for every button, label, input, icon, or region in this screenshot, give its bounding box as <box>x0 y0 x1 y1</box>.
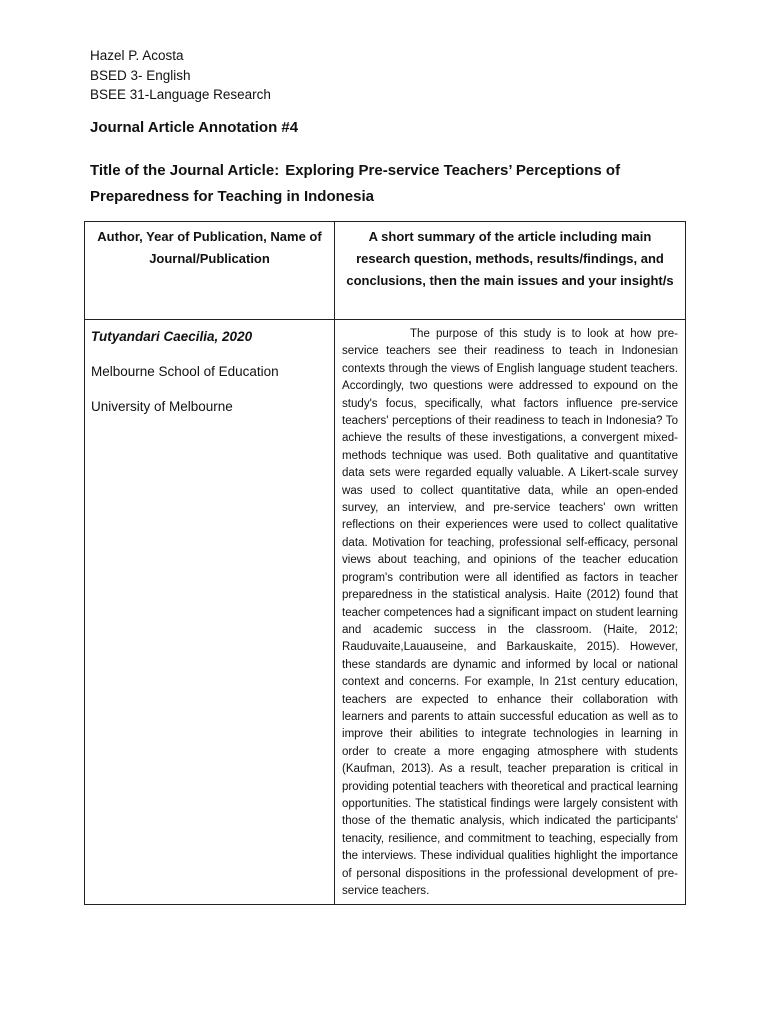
author-cell <box>85 320 335 905</box>
table-row <box>85 320 686 905</box>
annotation-heading: Journal Article Annotation #4 <box>90 119 299 136</box>
university-name: University of Melbourne <box>91 399 233 414</box>
header-summary-column: A short summary of the article including main research question, methods, results/findings, and conclusions, then the main issues and your insight/s <box>335 222 686 320</box>
summary-text: The purpose of this study is to look at how pre-service teachers see their readiness to teach in Indonesian contexts through the views of English language student teachers. Accordingly, two questions were addressed to expound on the study's focus, specifically, what factors influence pre-service teachers' perceptions of their readiness to teach in Indonesia? To achieve the results of these investigations, a convergent mixed-methods technique was used. Both qualitative and quantitative data sets were regarded equally valuable. A Likert-scale survey was used to collect quantitative data, while an open-ended survey, an interview, and pre-service teachers' own written reflections on their experiences were used to collect qualitative data. Motivation for teaching, professional self-efficacy, personal views about teaching, and opinions of the teacher education program's contribution were all identified as factors in teacher preparedness in the statistical analysis. Haite (2012) found that teacher competences had a significant impact on student learning and academic success in the classroom. (Haite, 2012; Rauduvaite,Lauauseine, and Barkauskaite, 2015). However, these standards are dynamic and informed by local or national context and concerns. For example, In 21st century education, teachers are expected to enhance their collaboration with learners and parents to attain successful education as well as to improve their abilities to integrate technologies in learning in order to create a more engaging atmosphere with students (Kaufman, 2013). As a result, teacher preparation is critical in providing potential teachers with theoretical and practical learning opportunities. The statistical findings were largely consistent with those of the thematic analysis, which indicated the participants' tenacity, resilience, and commitment to teaching, especially from the interviews. These individual qualities highlight the importance of personal dispositions in the professional development of pre-service teachers. <box>342 328 678 897</box>
author-year: Tutyandari Caecilia, 2020 <box>91 329 253 344</box>
school-name: Melbourne School of Education <box>91 364 279 379</box>
article-title-value: Exploring Pre-service Teachers’ Perceptions of Preparedness for Teaching in Indonesia <box>90 162 621 205</box>
summary-cell <box>335 320 686 905</box>
student-info <box>90 46 271 105</box>
course-name: BSEE 31-Language Research <box>90 87 271 102</box>
article-title <box>90 158 690 210</box>
article-title-label: Title of the Journal Article: <box>90 162 280 179</box>
header-author-column: Author, Year of Publication, Name of Journal/Publication <box>85 222 335 320</box>
table-header-row <box>85 222 686 320</box>
student-name: Hazel P. Acosta <box>90 48 184 63</box>
student-program: BSED 3- English <box>90 67 191 83</box>
annotation-table <box>84 221 686 905</box>
